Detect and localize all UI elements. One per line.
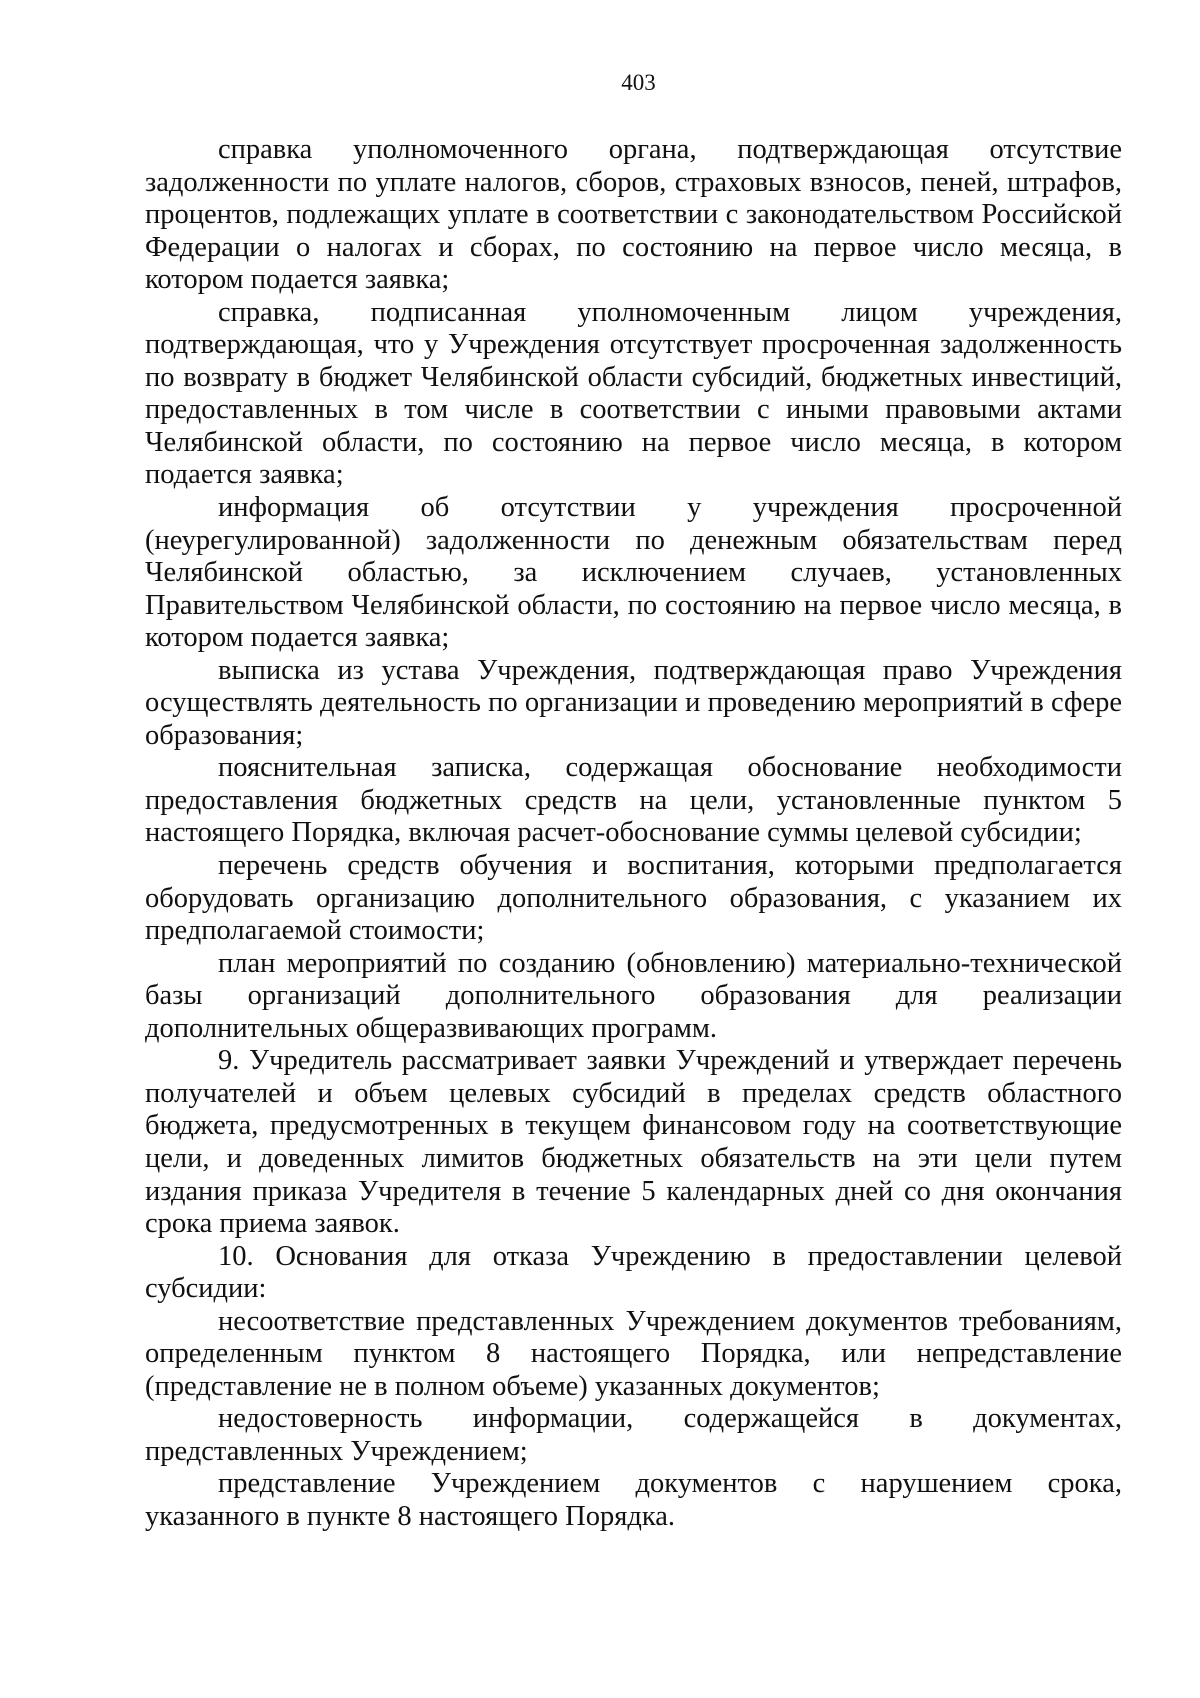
paragraph: недостоверность информации, содержащейся в документах, представленных Учреждением; — [145, 1403, 1122, 1467]
paragraph: справка, подписанная уполномоченным лицом учреждения, подтверждающая, что у Учреждения отсутствует просроченная задолженность по возврату в бюджет Челябинской области субсидий, бюджетных инвестиций, предоставленных в том числе в соответствии с иными правовыми актами Челябинской области, по состоянию на первое число месяца, в котором подается заявка; — [145, 296, 1122, 491]
paragraph: представление Учреждением документов с нарушением срока, указанного в пункте 8 настоящего Порядка. — [145, 1468, 1122, 1532]
paragraph: справка уполномоченного органа, подтверждающая отсутствие задолженности по уплате налогов, сборов, страховых взносов, пеней, штрафов, процентов, подлежащих уплате в соответствии с законодательством Российской Федерации о налогах и сборах, по состоянию на первое число месяца, в котором подается заявка; — [145, 134, 1122, 296]
paragraph: 10. Основания для отказа Учреждению в предоставлении целевой субсидии: — [145, 1240, 1122, 1305]
paragraph: выписка из устава Учреждения, подтверждающая право Учреждения осуществлять деятельность по организации и проведению мероприятий в сфере образования; — [145, 654, 1122, 751]
paragraph: 9. Учредитель рассматривает заявки Учреждений и утверждает перечень получателей и объем целевых субсидий в пределах средств областного бюджета, предусмотренных в текущем финансовом году на соответствующие цели, и доведенных лимитов бюджетных обязательств на эти цели путем издания приказа Учредителя в течение 5 календарных дней со дня окончания срока приема заявок. — [145, 1045, 1122, 1240]
paragraph: план мероприятий по созданию (обновлению) материально-технической базы организаций дополнительного образования для реализации дополнительных общеразвивающих программ. — [145, 947, 1122, 1044]
paragraph: перечень средств обучения и воспитания, которыми предполагается оборудовать организацию дополнительного образования, с указанием их предполагаемой стоимости; — [145, 850, 1122, 947]
page-number: 403 — [621, 70, 656, 95]
paragraph: несоответствие представленных Учреждением документов требованиям, определенным пунктом 8 настоящего Порядка, или непредставление (представление не в полном объеме) указанных документов; — [145, 1305, 1122, 1402]
paragraph: пояснительная записка, содержащая обоснование необходимости предоставления бюджетных средств на цели, установленные пунктом 5 настоящего Порядка, включая расчет-обоснование суммы целевой субсидии; — [145, 752, 1122, 849]
paragraph: информация об отсутствии у учреждения просроченной (неурегулированной) задолженности по денежным обязательствам перед Челябинской областью, за исключением случаев, установленных Правительством Челябинской области, по состоянию на первое число месяца, в котором подается заявка; — [145, 492, 1122, 654]
